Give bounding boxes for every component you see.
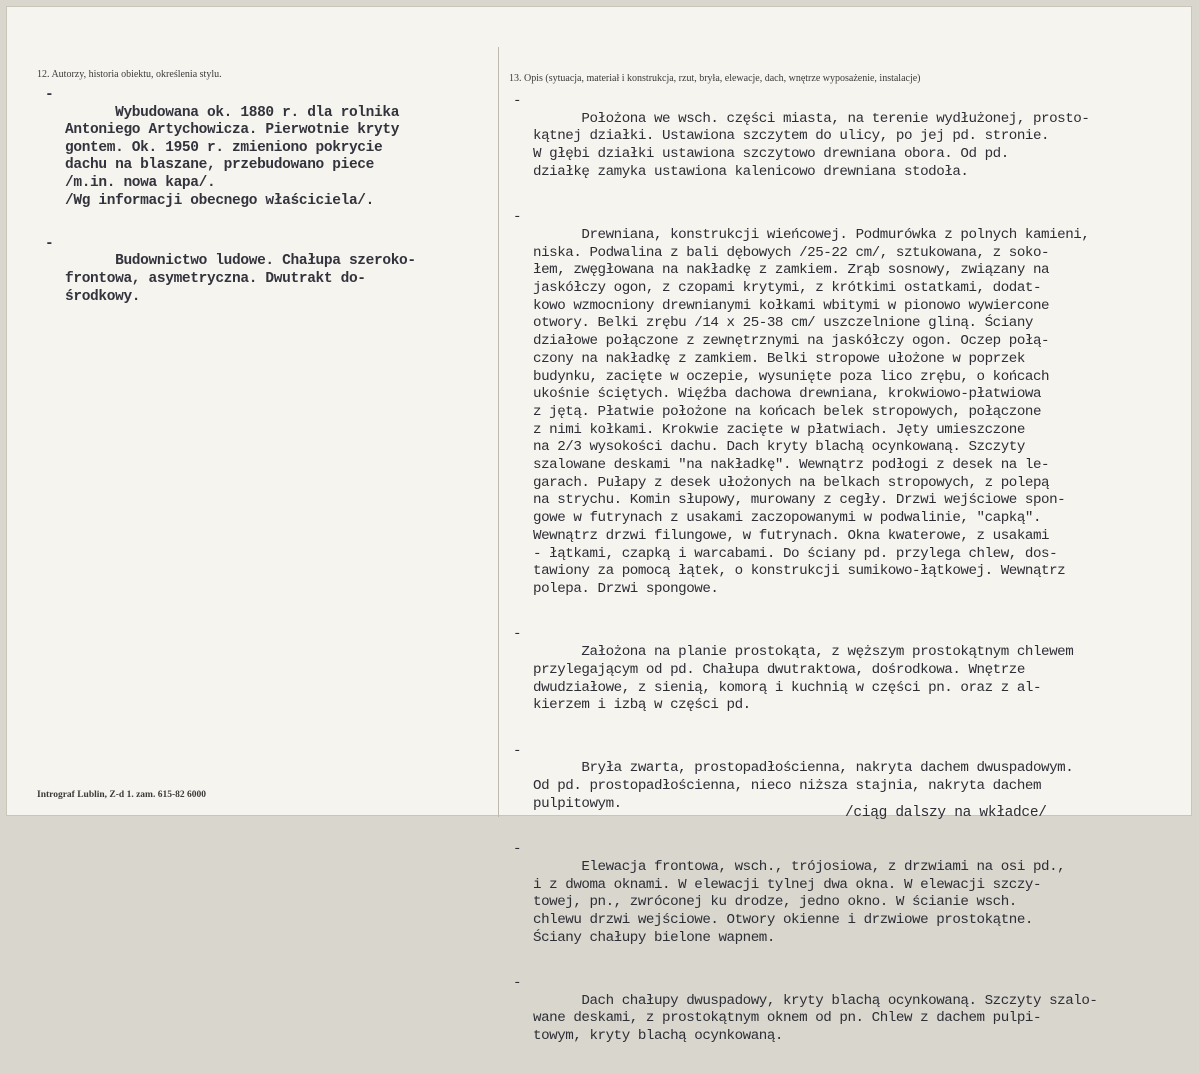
- right-column: [507, 93, 1197, 1074]
- bullet-dash: -: [513, 93, 522, 109]
- bullet-dash: -: [513, 975, 522, 992]
- paragraph-text: Położona we wsch. części miasta, na terenie wydłużonej, prosto- kątnej działki. Ustawiona szczytem do ulicy, po jej pd. stronie. W głębi działki ustawiona szczytowo drewniana obora. Od pd. działkę zamyka ustawiona kalenicowo drewniana stodoła.: [533, 110, 1090, 180]
- description-situation: [507, 93, 1197, 199]
- paragraph-text: Budownictwo ludowe. Chałupa szeroko- frontowa, asymetryczna. Dwutrakt do- środkowy.: [65, 253, 416, 305]
- bullet-dash: -: [513, 742, 522, 759]
- section-13-heading: 13. Opis (sytuacja, materiał i konstrukcja, rzut, bryła, elewacje, dach, wnętrze wyposażenie, instalacje): [509, 73, 921, 84]
- record-card: [6, 6, 1192, 1045]
- description-plan: [507, 626, 1197, 732]
- column-divider: [498, 47, 499, 817]
- bullet-dash: -: [513, 626, 522, 643]
- description-construction: [507, 209, 1197, 616]
- left-column: [39, 87, 489, 332]
- paragraph-text: Bryła zwarta, prostopadłościenna, nakryta dachem dwuspadowym. Od pd. prostopadłościenna, nieco niższa stajnia, nakryta dachem pulpitowym.: [533, 760, 1074, 812]
- bullet-dash: -: [45, 235, 54, 252]
- printer-imprint: Intrograf Lublin, Z-d 1. zam. 615-82 6000: [37, 790, 206, 800]
- bullet-dash: -: [513, 209, 522, 226]
- bullet-dash: -: [45, 87, 54, 103]
- description-roof: [507, 975, 1197, 1064]
- paragraph-text: Założona na planie prostokąta, z węższym prostokątnym chlewem przylegającym od pd. Chałupa dwutraktowa, dośrodkowa. Wnętrze dwudziałowe, z sienią, komorą i kuchnią w części pn. oraz z al- kierzem i izbą w części pd.: [533, 644, 1074, 714]
- paragraph-text: Wybudowana ok. 1880 r. dla rolnika Antoniego Artychowicza. Pierwotnie kryty gontem. Ok. 1950 r. zmieniono pokrycie dachu na blaszane, przebudowano piece /m.in. nowa kapa/. /Wg informacji obecnego właściciela/.: [65, 104, 400, 209]
- continued-note: /ciąg dalszy na wkładce/: [845, 805, 1047, 821]
- left-paragraph: [39, 87, 489, 228]
- paragraph-text: Elewacja frontowa, wsch., trójosiowa, z drzwiami na osi pd., i z dwoma oknami. W elewacji tylnej dwa okna. W elewacji szczy- towej, pn., zwróconej ku drodze, jedno okno. W ścianie wsch. chlewu drzwi wejściowe. Otwory okienne i drzwiowe prostokątne. Ściany chałupy bielone wapnem.: [533, 858, 1066, 946]
- bullet-dash: -: [513, 841, 522, 858]
- section-12-heading: 12. Autorzy, historia obiektu, określenia stylu.: [37, 69, 222, 80]
- paragraph-text: Drewniana, konstrukcji wieńcowej. Podmurówka z polnych kamieni, niska. Podwalina z bali dębowych /25-22 cm/, sztukowana, z soko- łem, zwęgłowana na nakładkę z zamkiem. Zrąb sosnowy, związany na jaskółczy ogon, z czopami krytymi, z krótkimi ostatkami, dodat- kowo wzmocniony drewnianymi kołkami wbitymi w pionowo wywiercone otwory. Belki zrębu /14 x 25-38 cm/ uszczelnione gliną. Ściany działowe połączone z zewnętrznymi na jaskółczy ogon. Oczep połą- czony na nakładkę z zamkiem. Belki stropowe ułożone w poprzek budynku, zacięte w oczepie, wysunięte poza lico zrębu, o końcach ukośnie ściętych. Więźba dachowa drewniana, krokwiowo-płatwiowa z jętą. Płatwie położone na końcach belek stropowych, połączone z nimi kołkami. Krokwie zacięte w płatwiach. Jęty umieszczone na 2/3 wysokości dachu. Dach kryty blachą ocynkowaną. Szczyty szalowane deskami "na nakładkę". Wewnątrz podłogi z desek na le- garach. Pułapy z desek ułożonych na belkach stropowych, z polepą na strychu. Komin słupowy, murowany z cegły. Drzwi wejściowe spon- gowe w futrynach z usakami zaczopowanymi w podwalinie, "capką". Wewnątrz drzwi filungowe, w futrynach. Okna kwaterowe, z usakami - łątkami, czapką i warcabami. Do ściany pd. przylega chlew, dos- tawiony za pomocą łątek, o konstrukcji sumikowo-łątkowej. Wewnątrz polepa. Drzwi spongowe.: [533, 226, 1090, 597]
- paragraph-text: Dach chałupy dwuspadowy, kryty blachą ocynkowaną. Szczyty szalo- wane deskami, z prostokątnym oknem od pn. Chlew z dachem pulpi- towym, kryty blachą ocynkowaną.: [533, 992, 1098, 1045]
- description-elevations: [507, 841, 1197, 965]
- left-paragraph: [39, 236, 489, 324]
